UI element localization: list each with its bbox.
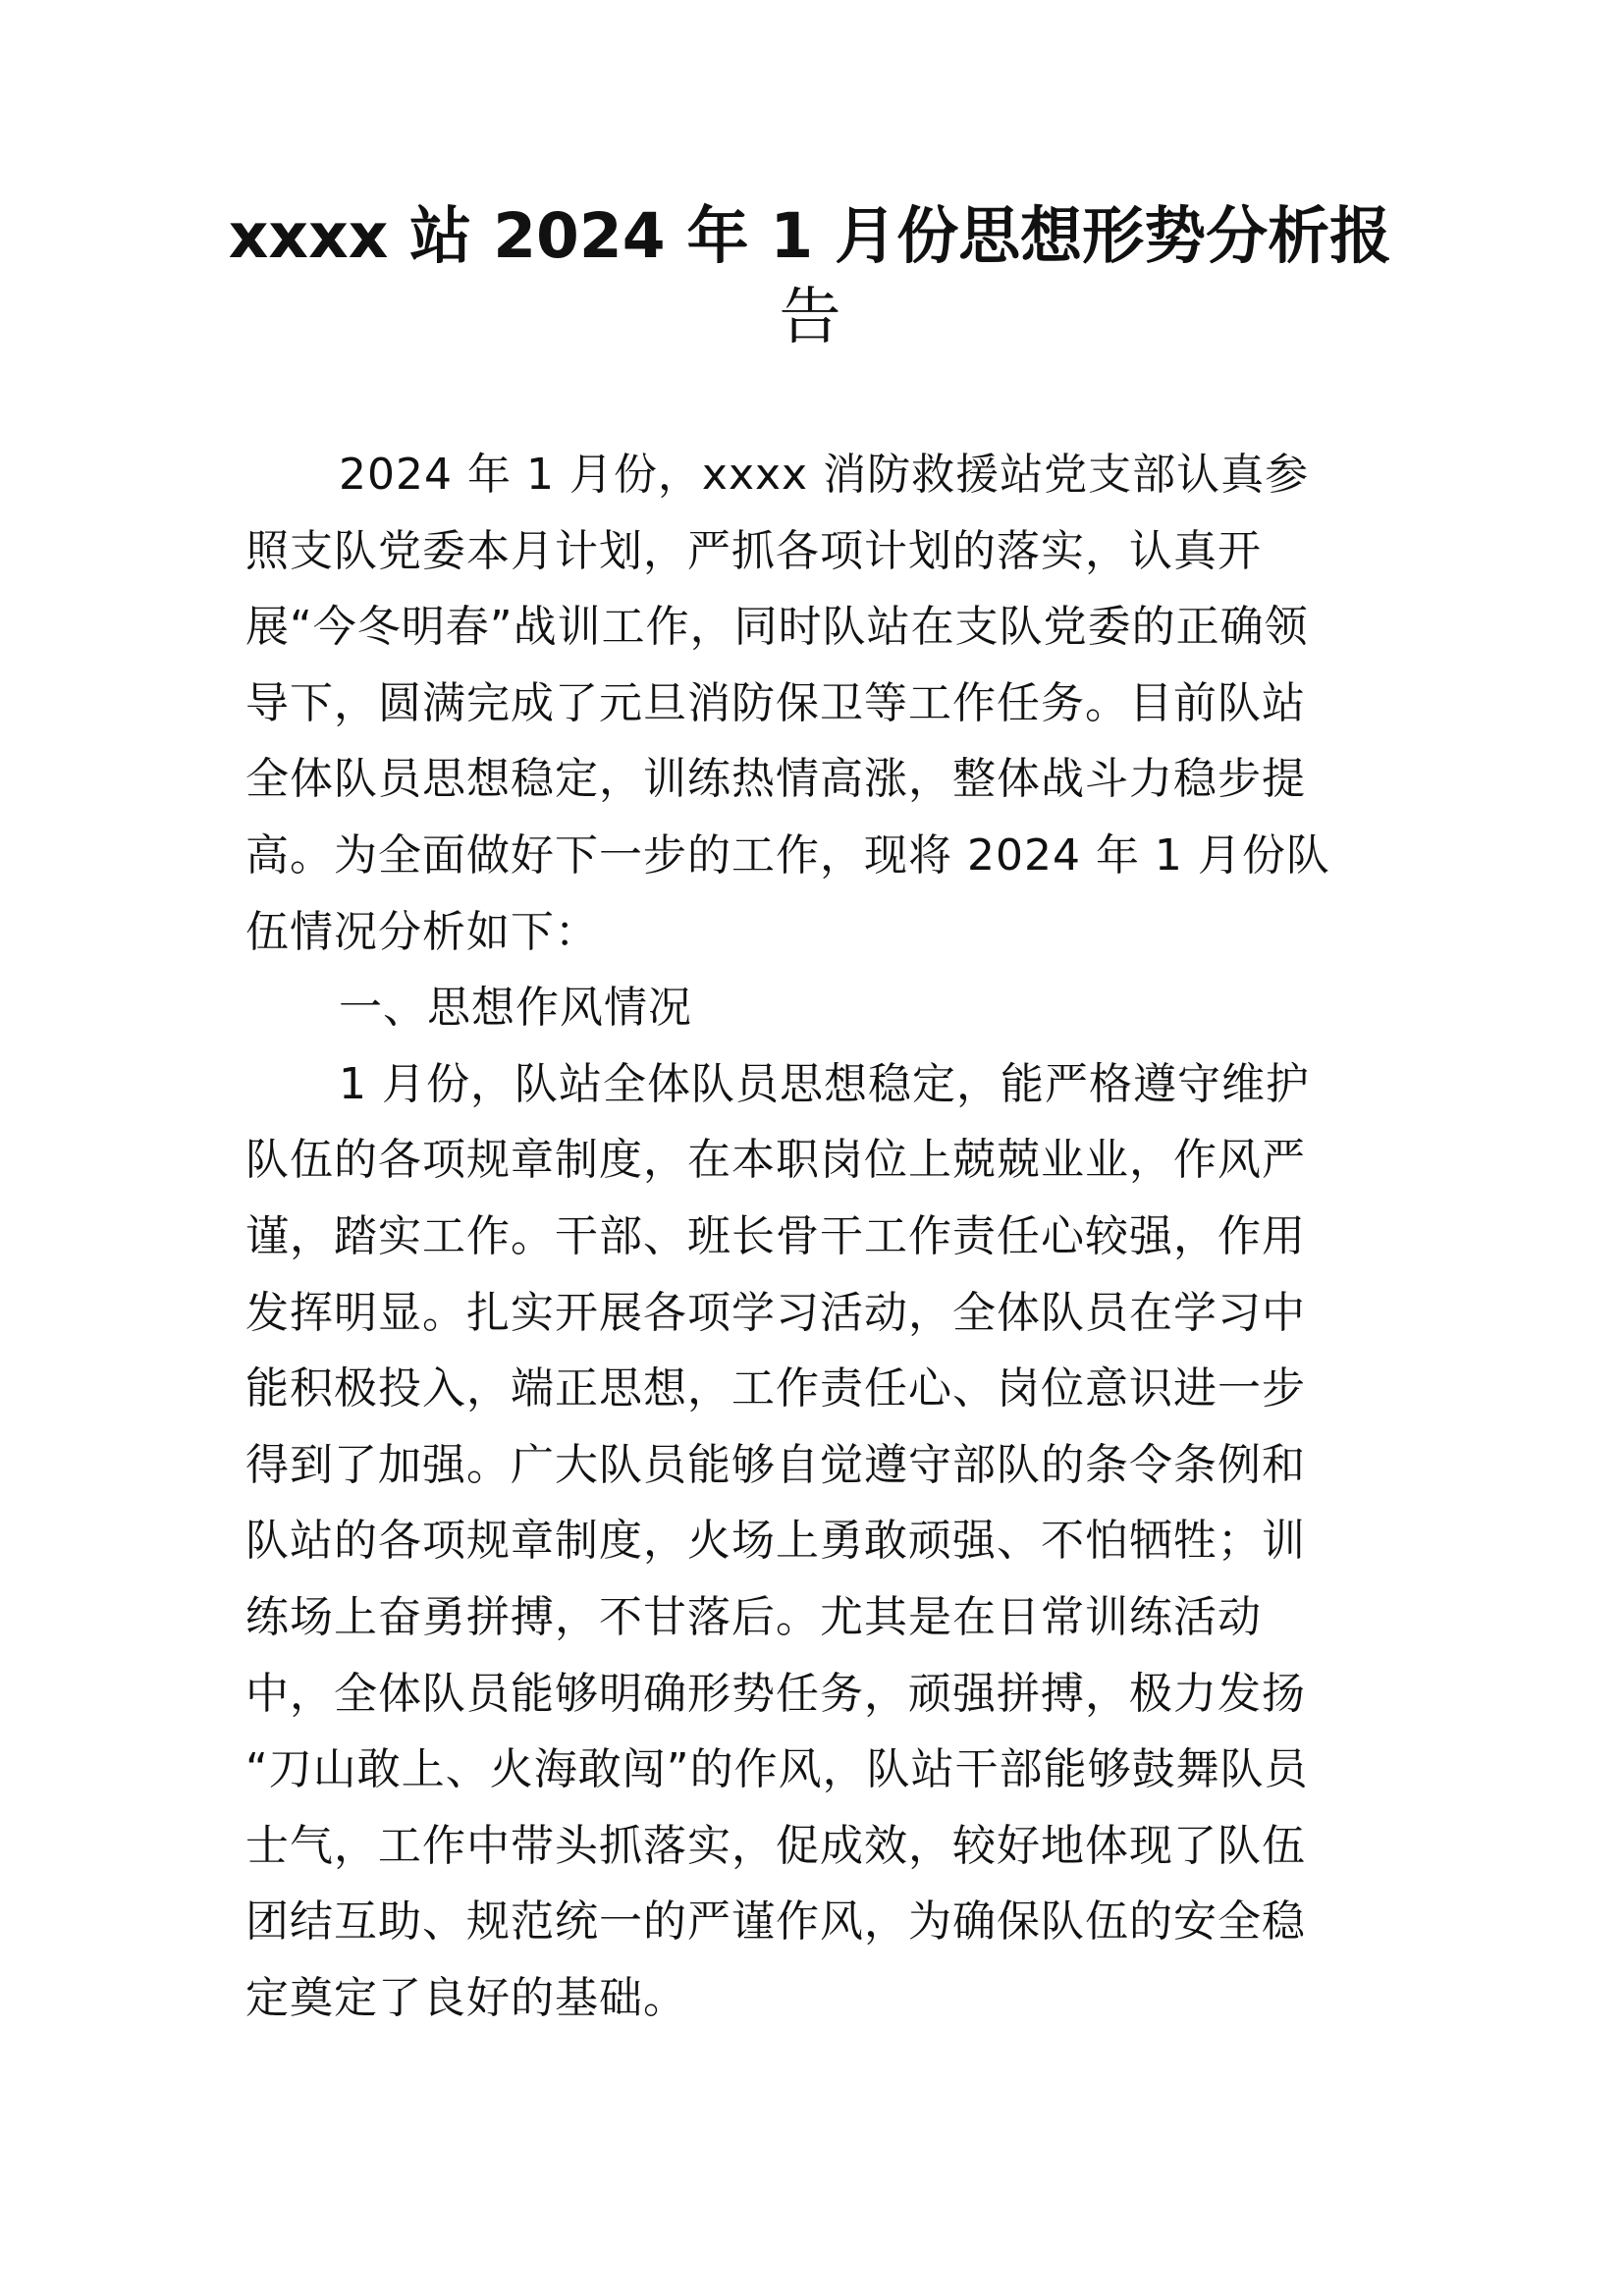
paragraph-line: 高。为全面做好下一步的工作，现将 2024 年 1 月份队 [245, 829, 1330, 881]
intro-paragraph [245, 437, 1375, 970]
paragraph-line: 队站的各项规章制度，火场上勇敢顽强、不怕牺牲；训 [245, 1516, 1306, 1567]
paragraph-line: 照支队党委本月计划，严抓各项计划的落实，认真开 [245, 525, 1262, 576]
document-body [245, 437, 1375, 2036]
paragraph-line: 定奠定了良好的基础。 [245, 1972, 687, 2023]
paragraph-line: 团结互助、规范统一的严谨作风，为确保队伍的安全稳 [245, 1896, 1306, 1948]
paragraph-line: 练场上奋勇拼搏，不甘落后。尤其是在日常训练活动 [245, 1591, 1262, 1642]
paragraph-line: 中，全体队员能够明确形势任务，顽强拼搏，极力发扬 [245, 1668, 1306, 1719]
paragraph-line: 导下，圆满完成了元旦消防保卫等工作任务。目前队站 [245, 677, 1306, 728]
paragraph-line: 全体队员思想稳定，训练热情高涨，整体战斗力稳步提 [245, 754, 1306, 805]
section-paragraph [245, 1046, 1375, 2037]
document-title [196, 196, 1424, 357]
paragraph-line: 发挥明显。扎实开展各项学习活动，全体队员在学习中 [245, 1287, 1306, 1338]
section-heading: 一、思想作风情况 [339, 983, 692, 1034]
paragraph-line: 队伍的各项规章制度，在本职岗位上兢兢业业，作风严 [245, 1135, 1306, 1186]
paragraph-line: 士气，工作中带头抓落实，促成效，较好地体现了队伍 [245, 1820, 1306, 1871]
paragraph-line: 谨，踏实工作。干部、班长骨干工作责任心较强，作用 [245, 1210, 1306, 1261]
document-title-line-2: 告 [779, 281, 841, 352]
paragraph-line: 得到了加强。广大队员能够自觉遵守部队的条令条例和 [245, 1439, 1306, 1490]
paragraph-line: 展“今冬明春”战训工作，同时队站在支队党委的正确领 [245, 602, 1309, 653]
paragraph-line: 伍情况分析如下： [245, 906, 599, 957]
paragraph-line: “刀山敢上、火海敢闯”的作风，队站干部能够鼓舞队员 [245, 1744, 1309, 1795]
paragraph-line: 能积极投入，端正思想，工作责任心、岗位意识进一步 [245, 1363, 1306, 1415]
document-title-line-1: xxxx 站 2024 年 1 月份思想形势分析报 [228, 200, 1392, 272]
paragraph-line: 1 月份，队站全体队员思想稳定，能严格遵守维护 [339, 1058, 1310, 1109]
paragraph-line: 2024 年 1 月份，xxxx 消防救援站党支部认真参 [339, 450, 1310, 500]
